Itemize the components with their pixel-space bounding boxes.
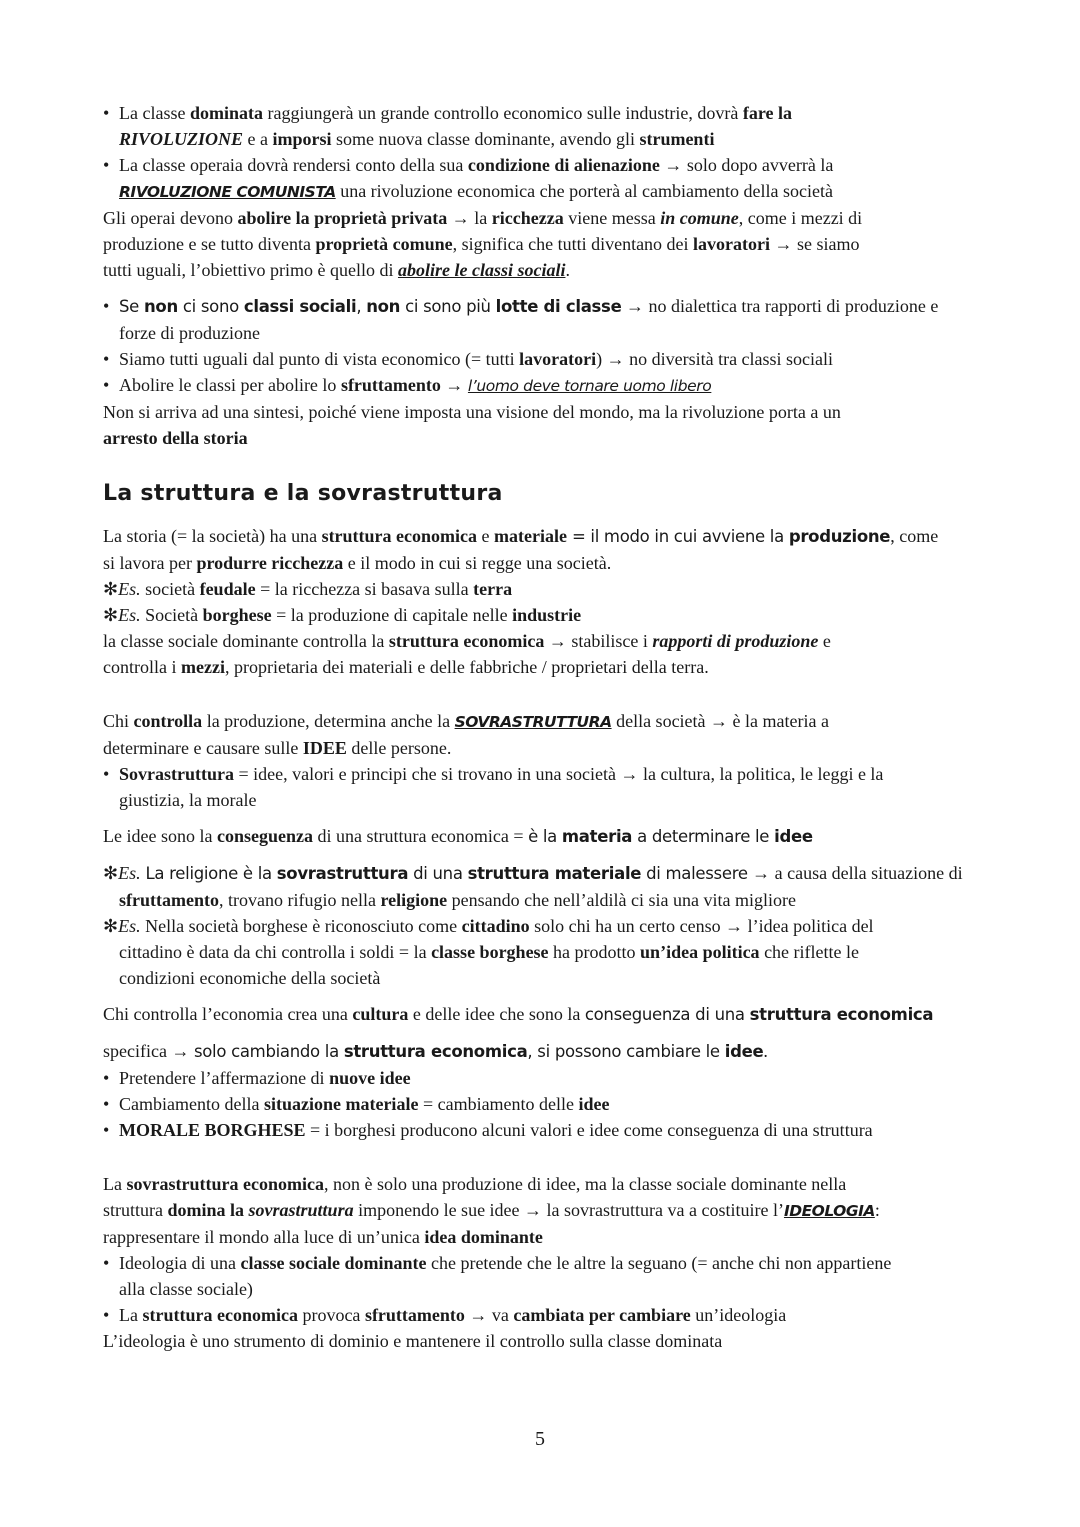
list-item: • Pretendere l’affermazione di nuove idee	[103, 1065, 983, 1091]
section-heading: La struttura e la sovrastruttura	[103, 481, 503, 506]
page-number: 5	[535, 1428, 545, 1450]
paragraph-line: La sovrastruttura economica, non è solo una produzione di idee, ma la classe sociale dominante nella	[103, 1174, 847, 1194]
asterisk-icon: ✻	[103, 916, 119, 936]
paragraph-line: L’ideologia è uno strumento di dominio e mantenere il controllo sulla classe dominata	[103, 1331, 723, 1351]
paragraph-line: Chi controlla la produzione, determina anche la SOVRASTRUTTURA della società → è la materia a	[103, 711, 829, 731]
list-item: • Siamo tutti uguali dal punto di vista economico (= tutti lavoratori) → no diversità tra classi sociali	[103, 346, 983, 372]
list-item: • Sovrastruttura = idee, valori e principi che si trovano in una società → la cultura, la politica, le leggi e la	[103, 761, 983, 787]
list-item: • La classe operaia dovrà rendersi conto della sua condizione di alienazione → solo dopo avverrà la	[103, 152, 983, 178]
paragraph-line: produzione e se tutto diventa proprietà comune, significa che tutti diventano dei lavoratori → se siamo	[103, 234, 860, 254]
asterisk-icon: ✻	[103, 605, 119, 625]
list-item-continuation: alla classe sociale)	[119, 1279, 253, 1299]
paragraph-line: specifica → solo cambiando la struttura economica, si possono cambiare le idee.	[103, 1041, 768, 1061]
paragraph-line: Chi controlla l’economia crea una cultura e delle idee che sono la conseguenza di una struttura economica	[103, 1004, 934, 1024]
paragraph-line: la classe sociale dominante controlla la struttura economica → stabilisce i rapporti di produzione e	[103, 631, 831, 651]
asterisk-icon: ✻	[103, 863, 119, 883]
list-item-continuation: forze di produzione	[119, 323, 260, 343]
list-item-continuation: RIVOLUZIONE e a imporsi some nuova classe dominante, avendo gli strumenti	[119, 129, 715, 149]
list-item: • Cambiamento della situazione materiale = cambiamento delle idee	[103, 1091, 983, 1117]
example-line: ✻Es. La religione è la sovrastruttura di una struttura materiale di malessere → a causa della situazione di	[103, 863, 963, 883]
paragraph-line: rappresentare il mondo alla luce di un’unica idea dominante	[103, 1227, 543, 1247]
paragraph-line: arresto della storia	[103, 428, 248, 448]
paragraph-line: struttura domina la sovrastruttura imponendo le sue idee → la sovrastruttura va a costituire l’IDEOLOGIA:	[103, 1200, 880, 1220]
paragraph-line: Le idee sono la conseguenza di una struttura economica = è la materia a determinare le idee	[103, 826, 813, 846]
list-item-continuation: giustizia, la morale	[119, 790, 257, 810]
paragraph-line: si lavora per produrre ricchezza e il modo in cui si regge una società.	[103, 553, 612, 573]
asterisk-icon: ✻	[103, 579, 119, 599]
example-continuation: cittadino è data da chi controlla i soldi = la classe borghese ha prodotto un’idea politica che riflette le	[119, 942, 860, 962]
list-item: • La classe dominata raggiungerà un grande controllo economico sulle industrie, dovrà fare la	[103, 100, 983, 126]
example-continuation: sfruttamento, trovano rifugio nella religione pensando che nell’aldilà ci sia una vita migliore	[119, 890, 796, 910]
paragraph-line: Gli operai devono abolire la proprietà privata → la ricchezza viene messa in comune, come i mezzi di	[103, 208, 863, 228]
list-item: • Se non ci sono classi sociali, non ci sono più lotte di classe → no dialettica tra rapporti di produzione e	[103, 293, 983, 320]
list-item: • La struttura economica provoca sfruttamento → va cambiata per cambiare un’ideologia	[103, 1302, 983, 1328]
paragraph-line: tutti uguali, l’obiettivo primo è quello di abolire le classi sociali.	[103, 260, 570, 280]
example-line: ✻Es. Nella società borghese è riconosciuto come cittadino solo chi ha un certo censo → l’idea politica del	[103, 916, 874, 936]
list-item: • Ideologia di una classe sociale dominante che pretende che le altre la seguano (= anche chi non appartiene	[103, 1250, 983, 1276]
paragraph-line: determinare e causare sulle IDEE delle persone.	[103, 738, 452, 758]
list-item: • Abolire le classi per abolire lo sfruttamento → l’uomo deve tornare uomo libero	[103, 372, 983, 399]
page-content	[103, 100, 983, 1354]
list-item-continuation: RIVOLUZIONE COMUNISTA una rivoluzione economica che porterà al cambiamento della società	[119, 181, 833, 201]
list-item: • MORALE BORGHESE = i borghesi producono alcuni valori e idee come conseguenza di una struttura	[103, 1117, 983, 1143]
example-continuation: condizioni economiche della società	[119, 968, 381, 988]
example-line: ✻Es. Società borghese = la produzione di capitale nelle industrie	[103, 605, 582, 625]
paragraph-line: controlla i mezzi, proprietaria dei materiali e delle fabbriche / proprietari della terra.	[103, 657, 709, 677]
paragraph-line: Non si arriva ad una sintesi, poiché viene imposta una visione del mondo, ma la rivoluzione porta a un	[103, 402, 841, 422]
paragraph-line: La storia (= la società) ha una struttura economica e materiale = il modo in cui avviene la produzione, come	[103, 526, 939, 546]
example-line: ✻Es. società feudale = la ricchezza si basava sulla terra	[103, 579, 513, 599]
